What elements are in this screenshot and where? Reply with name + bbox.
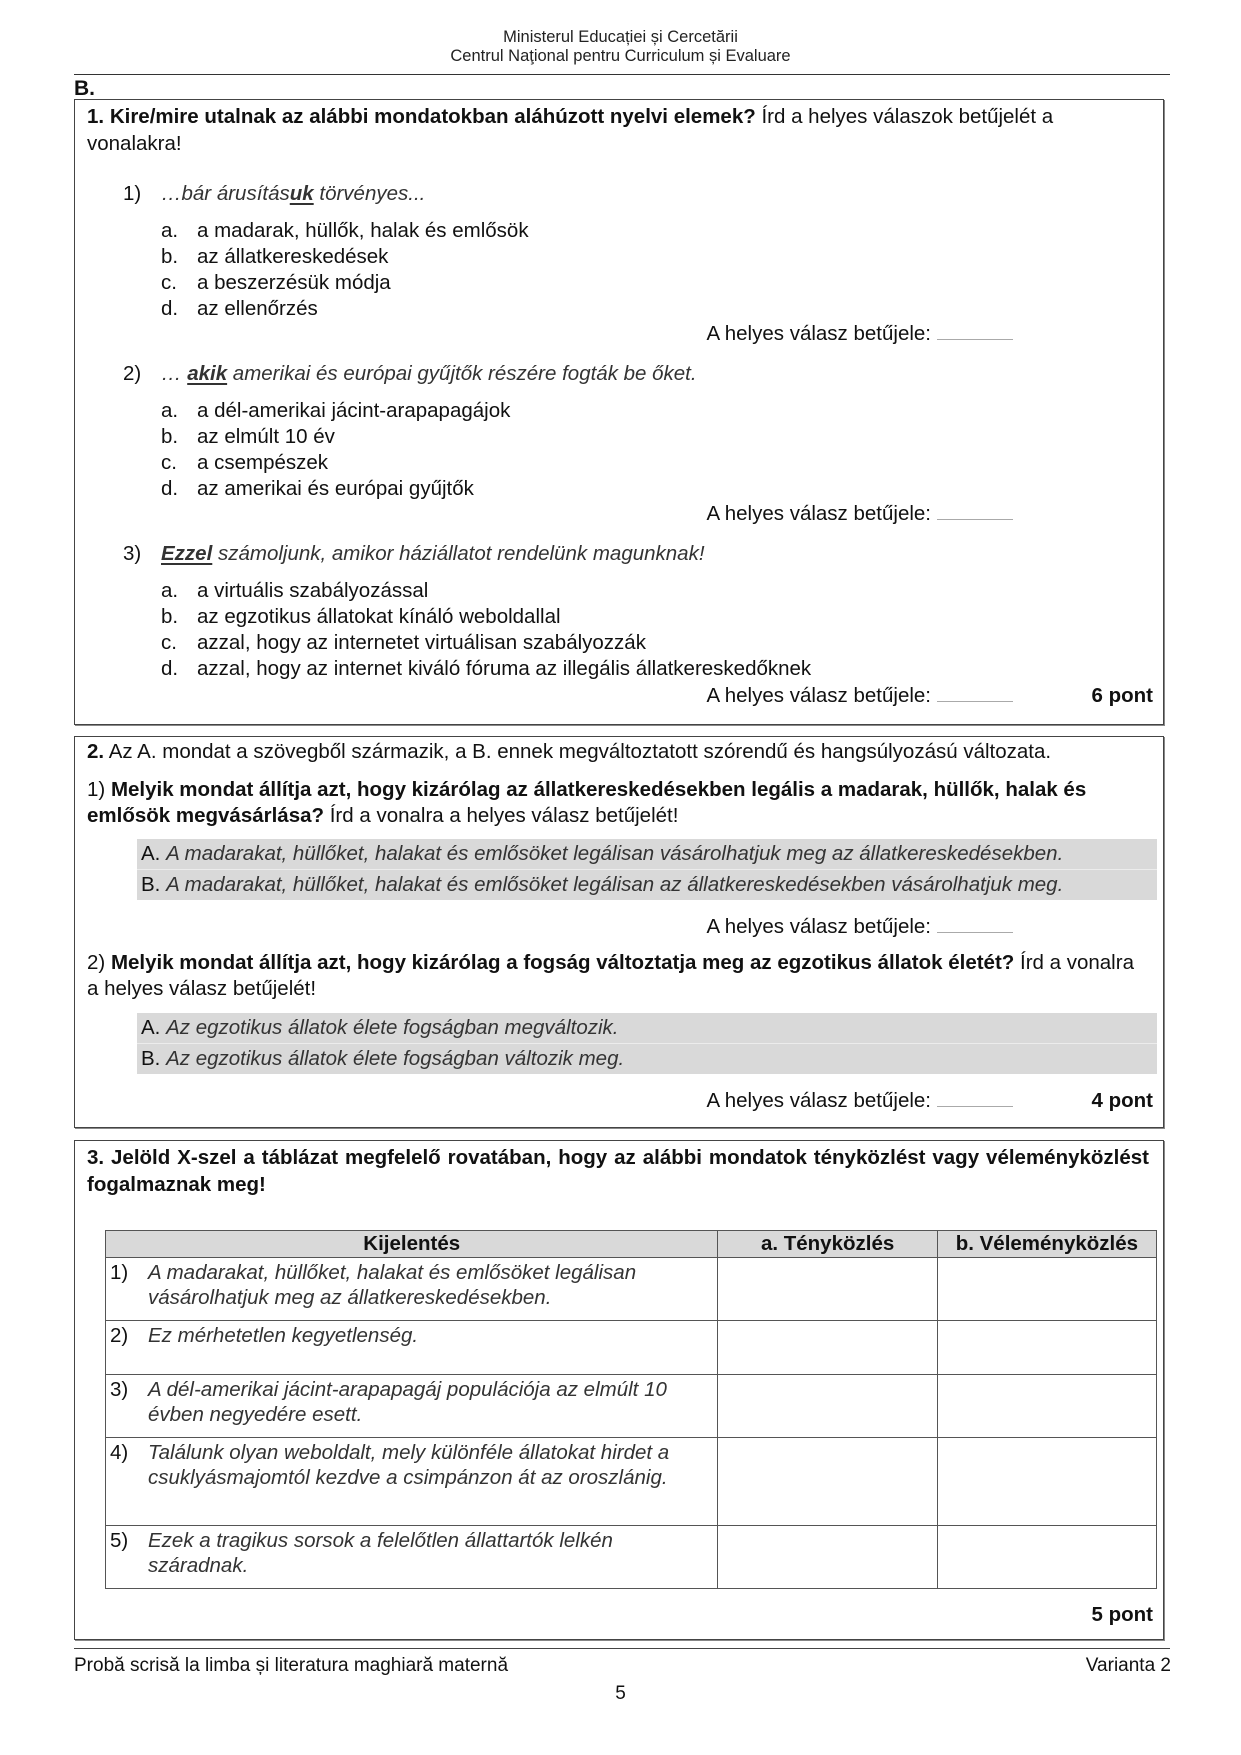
column-fact: a. Tényközlés [718,1231,937,1258]
table-row [106,1321,1157,1375]
q1-item-2-answer: A helyes válasz betűjele: [707,502,1014,526]
fact-opinion-table [105,1230,1157,1589]
page-header [0,28,1241,66]
q1-item-2-options [161,398,510,502]
fact-checkbox-cell[interactable] [718,1438,937,1526]
opinion-checkbox-cell[interactable] [937,1258,1156,1321]
table-row [106,1375,1157,1438]
q1-item-2-sentence: 2) … akik amerikai és európai gyűjtők részére fogták be őket. [123,362,697,385]
option: d. az amerikai és európai gyűjtők [161,477,474,500]
question-3-title: 3. Jelöld X-szel a táblázat megfelelő rovatában, hogy az alábbi mondatok tényközlést vagy véleményközlést fogalmaznak meg! [87,1146,1149,1196]
option: b. az állatkereskedések [161,245,389,268]
underlined-element: Ezzel [161,542,213,565]
answer-blank[interactable] [937,1106,1013,1107]
fact-checkbox-cell[interactable] [718,1526,937,1589]
table-header-row [106,1231,1157,1258]
q2-sub-1-answer: A helyes válasz betűjele: [707,915,1014,939]
section-letter: B. [74,77,95,100]
option: b. az elmúlt 10 év [161,425,335,448]
fact-checkbox-cell[interactable] [718,1375,937,1438]
underlined-element: uk [289,182,314,205]
q1-points: 6 pont [1091,684,1153,707]
underlined-element: akik [187,362,228,385]
center-name: Centrul Naţional pentru Curriculum și Evaluare [450,47,791,65]
column-statement: Kijelentés [106,1231,718,1258]
option: c. a beszerzésük módja [161,271,391,294]
option: a. a virtuális szabályozással [161,579,429,602]
statement-cell: 2) Ez mérhetetlen kegyetlenség. [106,1321,718,1375]
q1-item-3-sentence: 3) Ezzel számoljunk, amikor háziállatot rendelünk magunknak! [123,542,705,565]
statement-cell: 5) Ezek a tragikus sorsok a felelőtlen állattartók lelkén száradnak. [106,1526,718,1589]
variant-label: Varianta 2 [1085,1655,1171,1676]
option: A. Az egzotikus állatok élete fogságban megváltozik. [141,1016,619,1039]
statement-cell: 1) A madarakat, hüllőket, halakat és emlősöket legálisan vásárolhatjuk meg az állatkereskedésekben. [106,1258,718,1321]
option: a. a dél-amerikai jácint-arapapagájok [161,399,511,422]
answer-blank[interactable] [937,519,1013,520]
option: B. Az egzotikus állatok élete fogságban változik meg. [137,1043,1157,1074]
opinion-checkbox-cell[interactable] [937,1321,1156,1375]
option: B. A madarakat, hüllőket, halakat és emlősöket legálisan az állatkereskedésekben vásárolhatjuk meg. [137,869,1157,900]
header-divider [74,74,1170,75]
statement-cell: 3) A dél-amerikai jácint-arapapagáj populációja az elmúlt 10 évben negyedére esett. [106,1375,718,1438]
q3-points: 5 pont [1091,1603,1153,1626]
opinion-checkbox-cell[interactable] [937,1375,1156,1438]
footer-divider [74,1648,1170,1649]
q1-item-3-options [161,578,811,682]
exam-name: Probă scrisă la limba și literatura maghiară maternă [74,1655,509,1676]
column-opinion: b. Véleményközlés [937,1231,1156,1258]
table-row [106,1258,1157,1321]
question-1-title: 1. Kire/mire utalnak az alábbi mondatokban aláhúzott nyelvi elemek? Írd a helyes válaszok betűjelét a vonalakra! [87,105,1054,155]
answer-blank[interactable] [937,701,1013,702]
fact-checkbox-cell[interactable] [718,1258,937,1321]
option: A. A madarakat, hüllőket, halakat és emlősöket legálisan vásárolhatjuk meg az állatkereskedésekben. [141,842,1064,865]
question-2-intro: 2. Az A. mondat a szövegből származik, a B. ennek megváltoztatott szórendű és hangsúlyozású változata. [87,740,1052,763]
table-row [106,1526,1157,1589]
ministry-name: Ministerul Educației și Cercetării [503,28,738,46]
answer-blank[interactable] [937,932,1013,933]
question-1-box [74,99,1164,725]
q1-item-1-options [161,218,529,322]
option: a. a madarak, hüllők, halak és emlősök [161,219,529,242]
table-row [106,1438,1157,1526]
q2-points: 4 pont [1091,1089,1153,1112]
q2-sub-2-answer: A helyes válasz betűjele: [707,1089,1014,1113]
q1-item-1-sentence: 1) …bár árusításuk törvényes... [123,182,426,205]
statement-cell: 4) Találunk olyan weboldalt, mely különféle állatokat hirdet a csuklyásmajomtól kezdve a csimpánzon át az oroszlánig. [106,1438,718,1526]
option: d. azzal, hogy az internet kiváló fóruma az illegális állatkereskedőknek [161,657,812,680]
question-2-box [74,736,1164,1128]
fact-checkbox-cell[interactable] [718,1321,937,1375]
q1-item-3-answer: A helyes válasz betűjele: [707,684,1014,708]
q2-sub-1-question: 1) Melyik mondat állítja azt, hogy kizárólag az állatkereskedésekben legális a madarak, hüllők, halak és emlősök megvásárlása? Írd a vonalra a helyes válasz betűjelét! [87,778,1087,827]
q2-sub-1-options [137,839,1157,900]
question-3-box [74,1140,1164,1640]
option: d. az ellenőrzés [161,297,318,320]
option: c. azzal, hogy az internetet virtuálisan szabályozzák [161,631,646,654]
opinion-checkbox-cell[interactable] [937,1438,1156,1526]
opinion-checkbox-cell[interactable] [937,1526,1156,1589]
q1-item-1-answer: A helyes válasz betűjele: [707,322,1014,346]
q2-sub-2-options [137,1013,1157,1074]
q2-sub-2-question: 2) Melyik mondat állítja azt, hogy kizárólag a fogság változtatja meg az egzotikus állatok életét? Írd a vonalra a helyes válasz betűjelét! [87,951,1134,1000]
option: c. a csempészek [161,451,329,474]
option: b. az egzotikus állatokat kínáló weboldallal [161,605,561,628]
answer-blank[interactable] [937,339,1013,340]
page-number: 5 [615,1683,626,1704]
